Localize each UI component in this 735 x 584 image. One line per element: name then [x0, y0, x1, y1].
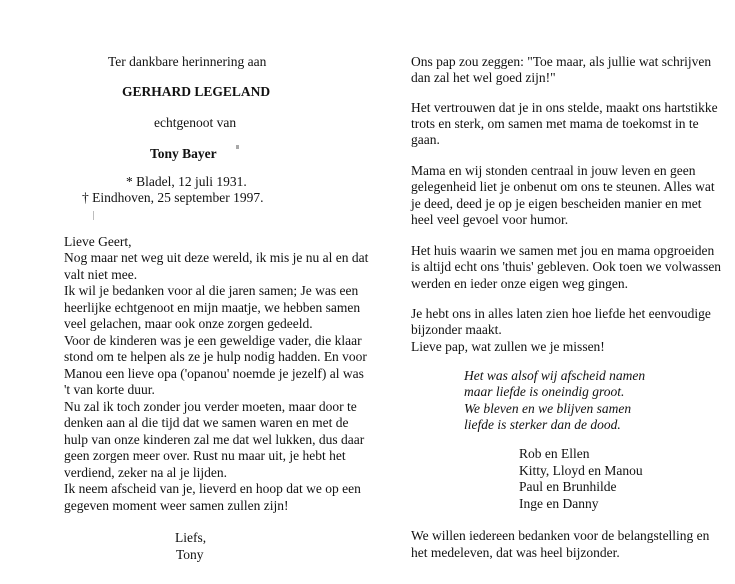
scan-mark: [236, 145, 239, 149]
family-member: Rob en Ellen: [519, 446, 590, 461]
signature: Tony: [176, 547, 204, 562]
thanks-line: het medeleven, dat was heel bijzonder.: [411, 545, 620, 560]
family-member: Kitty, Lloyd en Manou: [519, 463, 643, 478]
spouse-name: Tony Bayer: [150, 146, 217, 161]
para-3-line: Mama en wij stonden centraal in jouw leven en geen: [411, 163, 696, 178]
death-info: † Eindhoven, 25 september 1997.: [82, 190, 264, 205]
closing: Liefs,: [175, 530, 207, 545]
letter-line: Ik wil je bedanken voor al die jaren samen; Je was een: [64, 283, 359, 298]
letter-line: geen zorgen meer over. Rust nu maar uit, je hebt het: [64, 448, 346, 463]
letter-line: hulp van onze kinderen zal me dat wel lukken, dus daar: [64, 432, 365, 447]
letter-line: heerlijke echtgenoot en mijn maatje, we hebben samen: [64, 300, 361, 315]
family-member: Inge en Danny: [519, 496, 599, 511]
thanks-line: We willen iedereen bedanken voor de belangstelling en: [411, 528, 710, 543]
birth-info: * Bladel, 12 juli 1931.: [126, 174, 247, 189]
para-3-line: je deed, deed je op je eigen bescheiden manier en met: [411, 196, 702, 211]
para-3-line: heel veel gevoel voor humor.: [411, 212, 569, 227]
para-4-line: is altijd echt ons 'thuis' gebleven. Ook toen we volwassen: [411, 259, 722, 274]
letter-line: stond om te helpen als ze je hulp nodig hadden. En voor: [64, 349, 367, 364]
para-5-line: Je hebt ons in alles laten zien hoe liefde het eenvoudige: [411, 306, 711, 321]
poem-line: maar liefde is oneindig groot.: [464, 384, 625, 399]
letter-line: veel gelachen, maar ook onze zorgen gedeeld.: [64, 316, 313, 331]
family-member: Paul en Brunhilde: [519, 479, 617, 494]
para-3-line: gelegenheid liet je onbenut om ons te steunen. Alles wat: [411, 179, 715, 194]
scan-mark: [93, 211, 94, 220]
letter-line: Manou een lieve opa ('opanou' noemde je jezelf) al was: [64, 366, 364, 381]
deceased-name: GERHARD LEGELAND: [122, 84, 271, 99]
letter-line: gegeven moment weer samen zullen zijn!: [64, 498, 289, 513]
letter-line: Lieve Geert,: [64, 234, 132, 249]
para-5-line: Lieve pap, wat zullen we je missen!: [411, 339, 605, 354]
poem-line: Het was alsof wij afscheid namen: [464, 368, 646, 383]
para-1-line: Ons pap zou zeggen: "Toe maar, als jullie wat schrijven: [411, 54, 712, 69]
letter-line: denken aan al die tijd dat we samen waren en met de: [64, 415, 349, 430]
letter-line: verdiend, zeker na al je lijden.: [64, 465, 228, 480]
para-4-line: werden en ieder onze eigen weg gingen.: [411, 276, 629, 291]
letter-line: Nu zal ik toch zonder jou verder moeten, maar door te: [64, 399, 357, 414]
para-2-line: trots en sterk, om samen met mama de toekomst in te: [411, 116, 699, 131]
letter-line: 't van korte duur.: [64, 382, 155, 397]
para-2-line: Het vertrouwen dat je in ons stelde, maakt ons hartstikke: [411, 100, 718, 115]
poem-line: We bleven en we blijven samen: [464, 401, 632, 416]
spouse-label: echtgenoot van: [154, 115, 237, 130]
para-1-line: dan zal het wel goed zijn!": [411, 70, 556, 85]
letter-line: Ik neem afscheid van je, lieverd en hoop dat we op een: [64, 481, 361, 496]
poem-line: liefde is sterker dan de dood.: [464, 417, 621, 432]
letter-line: Nog maar net weg uit deze wereld, ik mis je nu al en dat: [64, 250, 369, 265]
para-2-line: gaan.: [411, 132, 440, 147]
para-4-line: Het huis waarin we samen met jou en mama opgroeiden: [411, 243, 715, 258]
intro-text: Ter dankbare herinnering aan: [108, 54, 267, 69]
letter-line: Voor de kinderen was je een geweldige vader, die klaar: [64, 333, 362, 348]
para-5-line: bijzonder maakt.: [411, 322, 502, 337]
letter-line: valt niet mee.: [64, 267, 138, 282]
